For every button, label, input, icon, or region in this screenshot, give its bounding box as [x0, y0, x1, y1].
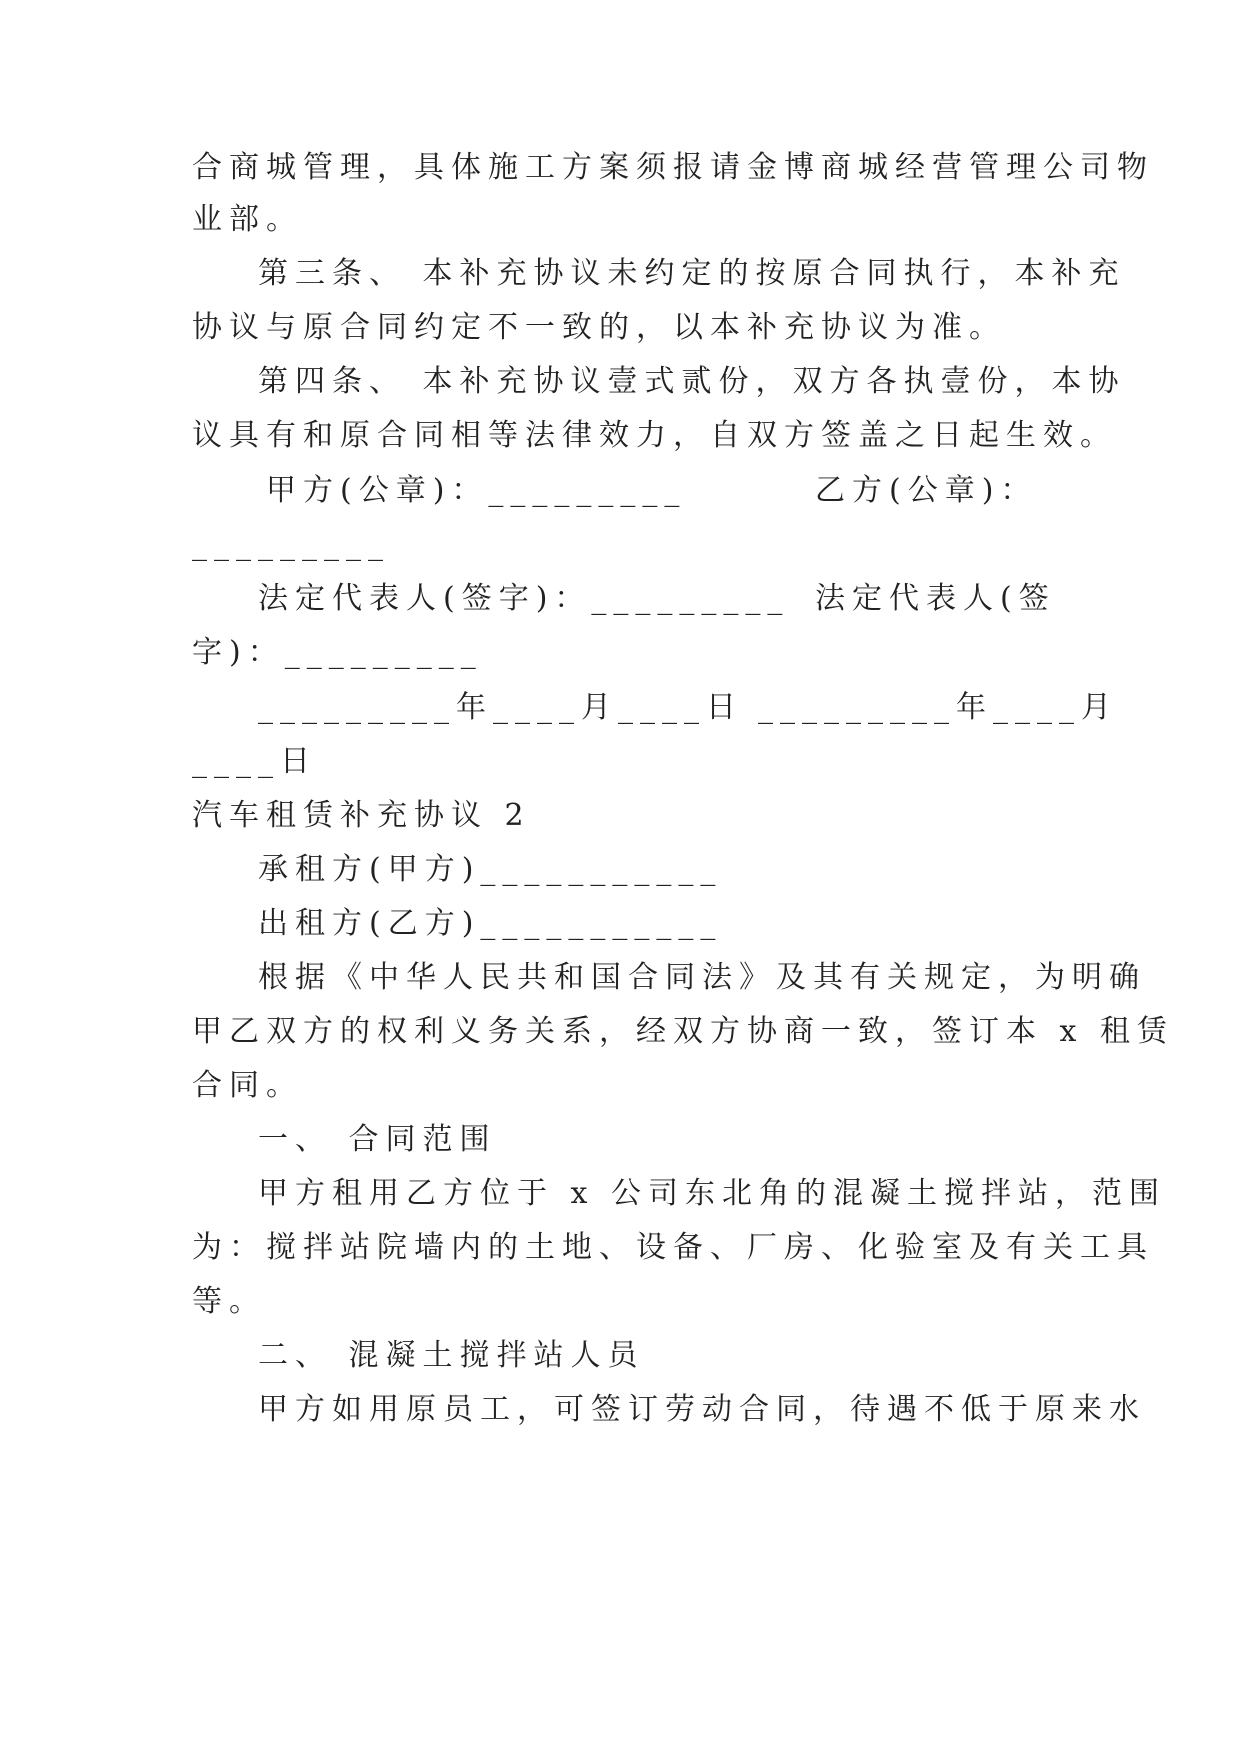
article-four-line: 第四条、 本补充协议壹式贰份，双方各执壹份，本协: [258, 364, 1126, 399]
party-b-representative: 法定代表人(签: [815, 581, 1056, 616]
scope-line: 为：搅拌站院墙内的土地、设备、厂房、化验室及有关工具: [192, 1230, 1154, 1265]
article-three-line: 协议与原合同约定不一致的，以本补充协议为准。: [192, 310, 1006, 345]
article-three-line: 第三条、 本补充协议未约定的按原合同执行，本补充: [258, 256, 1126, 291]
staff-line: 甲方如用原员工，可签订劳动合同，待遇不低于原来水: [258, 1392, 1146, 1427]
heading-staff: 二、 混凝土搅拌站人员: [258, 1338, 645, 1373]
heading-contract-scope: 一、 合同范围: [258, 1122, 497, 1157]
intro-line: 合同。: [192, 1068, 303, 1103]
party-b-seal-blank: _________: [192, 527, 390, 562]
party-a-date: _________年____月____日: [258, 690, 743, 725]
party-b-representative-cont: 字)：_________: [192, 635, 483, 670]
scope-line: 甲方租用乙方位于 x 公司东北角的混凝土搅拌站，范围: [258, 1176, 1166, 1211]
scope-line: 等。: [192, 1284, 266, 1319]
lessee-line: 承租方(甲方)___________: [258, 852, 723, 887]
paragraph-line: 合商城管理，具体施工方案须报请金博商城经营管理公司物: [192, 150, 1154, 185]
party-b-seal: 乙方(公章)：: [815, 473, 1038, 508]
paragraph-line: 业部。: [192, 202, 303, 237]
party-a-seal: 甲方(公章)：_________: [266, 473, 687, 508]
intro-line: 根据《中华人民共和国合同法》及其有关规定，为明确: [258, 960, 1146, 995]
lessor-line: 出租方(乙方)___________: [258, 906, 723, 941]
party-b-date-cont: ____日: [192, 744, 317, 779]
party-a-representative: 法定代表人(签字)：_________: [258, 581, 790, 616]
intro-line: 甲乙双方的权利义务关系，经双方协商一致，签订本 x 租赁: [192, 1014, 1174, 1049]
party-b-date: _________年____月: [758, 690, 1118, 725]
section-title: 汽车租赁补充协议 2: [192, 798, 531, 833]
article-four-line: 议具有和原合同相等法律效力，自双方签盖之日起生效。: [192, 418, 1117, 453]
